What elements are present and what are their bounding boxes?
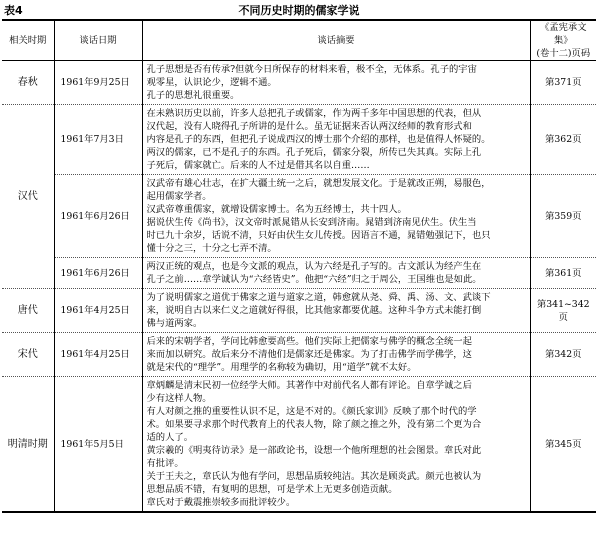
summary-line: 观零星，认识论少，逻辑不通。: [146, 77, 277, 88]
summary-line: 内容是孔子的东西，但把孔子说成西汉的博士那个介绍的那样，也是值得人怀疑的。: [146, 134, 491, 145]
page-cell: 第361页: [530, 258, 596, 289]
summary-line: 来，说明自古以来仁义之道就好得很，比其他家都要优越。这种斗争方式未能打倒: [146, 305, 482, 316]
date-cell: 1961年7月3日: [54, 105, 142, 175]
summary-line: 起用儒家学者。: [146, 191, 212, 202]
summary-line: 黄宗羲的《明夷待访录》是一部政论书，设想一个他所理想的社会图景。章氏对此: [146, 445, 482, 456]
header-summary: 谈话摘要: [142, 20, 530, 61]
summary-line: 子死后，儒家就亡。后来的人不过是借其名以自重……: [146, 160, 370, 171]
summary-cell: [142, 333, 530, 377]
summary-line: 术。如果要寻求那个时代教育上的代表人物，除了颜之推之外，没有第二个更为合: [146, 419, 482, 430]
page-line: 第341~342: [536, 298, 590, 310]
table-number: 表4: [4, 4, 23, 17]
header-source-line2: (卷十二)页码: [536, 48, 591, 59]
summary-line: 汉武帝有雄心壮志，在扩大疆土统一之后，就想发展文化。于是就改正朔，易服色，: [146, 178, 491, 189]
date-cell: 1961年6月26日: [54, 258, 142, 289]
table-row: [2, 61, 596, 105]
table-row: [2, 377, 596, 513]
summary-line: 就是宋代的“理学”。用理学的名称较为确切，用“道学”就不太好。: [146, 362, 417, 373]
date-cell: 1961年4月25日: [54, 333, 142, 377]
period-cell: 唐代: [2, 289, 54, 333]
summary-line: 两汉的儒家，已不是孔子的东西。孔子死后，儒家分裂，所传已失其真。实际上孔: [146, 147, 482, 158]
summary-line: 汉代起，没有人晓得孔子所讲的是什么。虽无证据来否认两汉经师的教育形式和: [146, 121, 472, 132]
table-row: [2, 289, 596, 333]
table-row: [2, 105, 596, 175]
summary-line: 在未熟识历史以前，许多人总把孔子或儒家，作为两千多年中国思想的代表，但从: [146, 108, 482, 119]
summary-line: 有人对颜之推的重要性认识不足，这是不对的。《颜氏家训》反映了那个时代的学: [146, 406, 477, 417]
summary-line: 懂十分之三，十分之七弄不清。: [146, 243, 277, 254]
header-date: 谈话日期: [54, 20, 142, 61]
table-row: [2, 333, 596, 377]
summary-line: 据说伏生传《尚书》，汉文帝时派晁错从长安到济南。晁错到济南见伏生。伏生当: [146, 217, 477, 228]
period-cell: 春秋: [2, 61, 54, 105]
page-cell: 第371页: [530, 61, 596, 105]
page-cell: 第342页: [530, 333, 596, 377]
date-cell: 1961年5月5日: [54, 377, 142, 513]
date-cell: 1961年4月25日: [54, 289, 142, 333]
summary-line: 时已九十余岁，话说不清，只好由伏生女儿传授。因语言不通，晁错勉强记下，也只: [146, 230, 491, 241]
header-source-line1: 《孟宪承文集》: [540, 22, 587, 46]
date-cell: 1961年9月25日: [54, 61, 142, 105]
page-cell: 第345页: [530, 377, 596, 513]
header-period: 相关时期: [2, 20, 54, 61]
summary-cell: [142, 61, 530, 105]
table-row: [2, 258, 596, 289]
table-caption: [0, 2, 598, 18]
summary-line: 汉武帝尊重儒家，就增设儒家博士。名为五经博士，共十四人。: [146, 204, 407, 215]
summary-line: 佛与道两家。: [146, 318, 203, 329]
summary-line: 孔子的思想礼很重要。: [146, 90, 240, 101]
summary-line: 章氏对于戴震推崇较多而批评较少。: [146, 497, 296, 508]
summary-line: 为了说明儒家之道优于佛家之道与道家之道，韩愈就从尧、舜、禹、汤、文、武谈下: [146, 292, 491, 303]
table-header-row: [2, 20, 596, 61]
page-cell: [530, 289, 596, 333]
summary-line: 孔子思想是否有传承?但就今日所保存的材料来看，极不全，无体系。孔子的宇宙: [146, 64, 477, 75]
table-row: [2, 175, 596, 258]
header-source: [530, 20, 596, 61]
summary-line: 后来的宋朝学者，学问比韩愈要高些。他们实际上把儒家与佛学的概念全统一起: [146, 336, 472, 347]
summary-line: 关于王夫之，章氏认为他有学问，思想品质较纯洁。其次是顾炎武。颜元也被认为: [146, 471, 482, 482]
period-cell: [2, 105, 54, 289]
summary-cell: [142, 258, 530, 289]
summary-line: 孔子之前……章学诚认为“六经皆史”。他把“六经”归之于周公，王国维也是如此。: [146, 274, 482, 285]
summary-cell: [142, 105, 530, 175]
table-title: 不同历史时期的儒家学说: [238, 4, 360, 17]
summary-line: 少有这样人物。: [146, 393, 212, 404]
summary-line: 有批评。: [146, 458, 184, 469]
date-cell: 1961年6月26日: [54, 175, 142, 258]
period-label: 汉代: [17, 191, 38, 202]
summary-line: 来而加以研究。故后来分不清他们是儒家还是佛家。为了打击佛学而学佛学，这: [146, 349, 472, 360]
page-cell: 第359页: [530, 175, 596, 258]
page-cell: 第362页: [530, 105, 596, 175]
period-cell: 明清时期: [2, 377, 54, 513]
summary-line: 思想品质不错，有复明的思想，可是学术上无更多创造贡献。: [146, 484, 398, 495]
period-cell: 宋代: [2, 333, 54, 377]
summary-cell: [142, 175, 530, 258]
summary-line: 两汉正统的观点，也是今文派的观点，认为六经是孔子写的。古文派认为经产生在: [146, 261, 482, 272]
summary-cell: [142, 377, 530, 513]
summary-line: 章炳麟是清末民初一位经学大师。其著作中对前代名人都有评论。自章学诚之后: [146, 380, 472, 391]
page-line: 页: [558, 311, 568, 323]
summary-cell: [142, 289, 530, 333]
summary-line: 适的人了。: [146, 432, 193, 443]
confucianism-table: [2, 19, 596, 513]
